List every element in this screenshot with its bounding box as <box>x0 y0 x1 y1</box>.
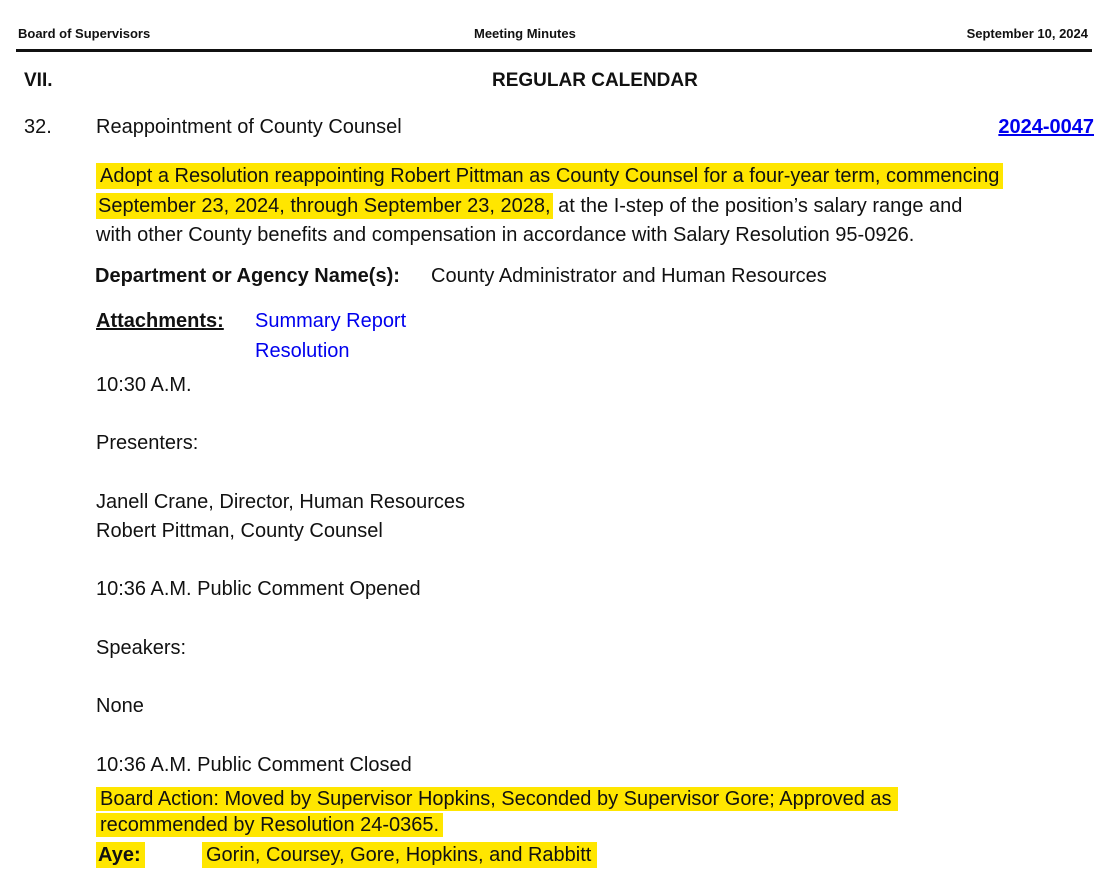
item-time: 10:30 A.M. <box>96 374 192 396</box>
highlight-board-action-1: Board Action: Moved by Supervisor Hopkins, Seconded by Supervisor Gore; Approved as <box>96 787 898 811</box>
board-action-line-2 <box>96 812 443 838</box>
description-line-3: with other County benefits and compensation in accordance with Salary Resolution 95-0926. <box>96 224 915 246</box>
aye-label <box>96 841 145 869</box>
section-number: VII. <box>24 70 53 91</box>
description-line-2-rest: at the I-step of the position’s salary range and <box>552 195 963 217</box>
description-line-2 <box>96 191 962 221</box>
speakers-label: Speakers: <box>96 637 187 659</box>
highlight-description-line-1: Adopt a Resolution reappointing Robert Pittman as County Counsel for a four-year term, commencing <box>96 163 1003 189</box>
header-divider <box>16 49 1092 52</box>
department-value: County Administrator and Human Resources <box>431 265 827 287</box>
highlight-term-dates: September 23, 2024, through September 23, 2028, <box>98 195 551 217</box>
header-document-type: Meeting Minutes <box>474 26 576 41</box>
item-number: 32. <box>24 116 52 138</box>
description-line-1 <box>96 161 1003 191</box>
section-title: REGULAR CALENDAR <box>492 70 698 91</box>
header-date: September 10, 2024 <box>966 26 1088 41</box>
header-board-name: Board of Supervisors <box>18 26 151 41</box>
aye-value <box>202 841 597 869</box>
public-comment-closed: 10:36 A.M. Public Comment Closed <box>96 754 412 776</box>
file-number-link[interactable]: 2024-0047 <box>998 116 1094 138</box>
presenter-2: Robert Pittman, County Counsel <box>96 520 383 542</box>
highlight-board-action-2: recommended by Resolution 24-0365. <box>96 813 443 837</box>
highlight-aye-value: Gorin, Coursey, Gore, Hopkins, and Rabbitt <box>202 842 597 868</box>
speakers-value: None <box>96 695 144 717</box>
attachment-summary-report-link[interactable]: Summary Report <box>255 310 407 332</box>
public-comment-opened: 10:36 A.M. Public Comment Opened <box>96 578 421 600</box>
presenters-label: Presenters: <box>96 432 199 454</box>
attachment-resolution-link[interactable]: Resolution <box>255 340 350 362</box>
attachments-label: Attachments: <box>96 310 224 332</box>
presenter-1: Janell Crane, Director, Human Resources <box>96 491 466 513</box>
item-title: Reappointment of County Counsel <box>96 116 402 138</box>
highlight-aye-label: Aye: <box>96 842 145 868</box>
department-label: Department or Agency Name(s): <box>95 265 400 287</box>
board-action-line-1 <box>96 786 898 812</box>
